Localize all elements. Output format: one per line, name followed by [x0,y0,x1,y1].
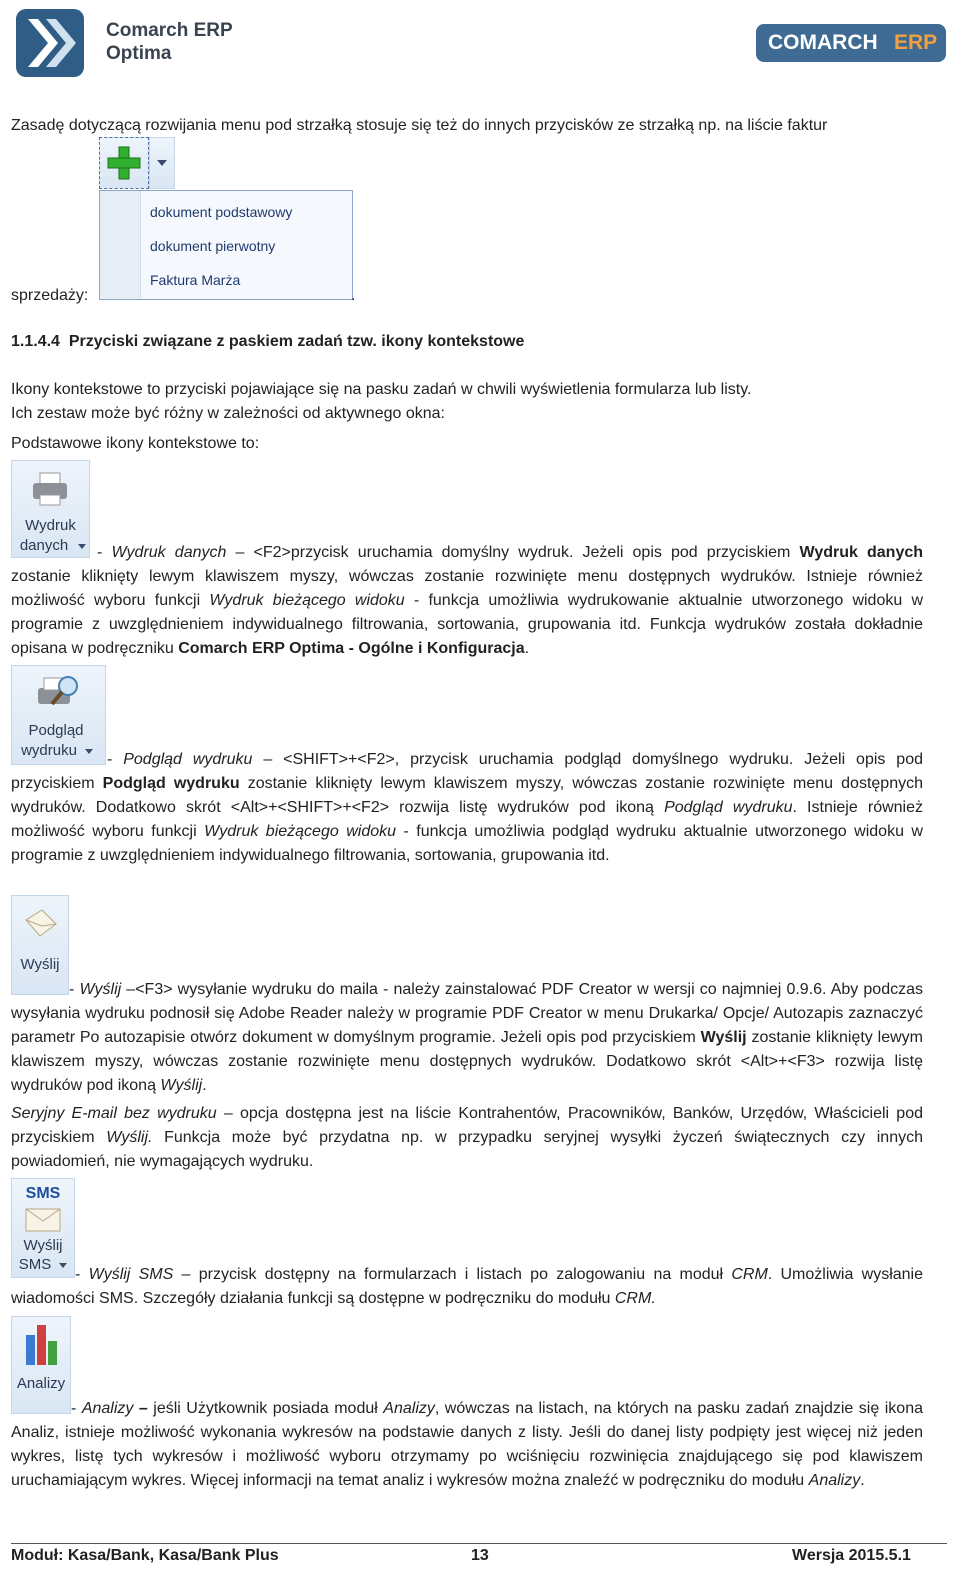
section-p1-line2: Ich zestaw może być różny w zależności od aktywnego okna: [11,405,445,422]
add-dropdown-button[interactable] [149,137,175,189]
footer-rule [11,1543,947,1544]
footer-version: Wersja 2015.5.1 [792,1547,911,1564]
sms-label-2: SMS [18,1256,52,1273]
add-dropdown-menu [99,190,353,300]
print-label-2: danych [19,537,69,554]
section-p1-line1: Ikony kontekstowe to przyciski pojawiające się na pasku zadań w chwili wyświetlenia formularza lub listy. [11,381,752,398]
wyslij-paragraph: - Wyślij –<F3> wysyłanie wydruku do maila - należy zainstalować PDF Creator w wersji co najmniej 0.9.6. Aby podczas wysyłania wydruku podnosił się Adobe Reader należy w programie PDF Creator w menu Drukarka/ Opcje/ Autozapis zaznaczyć parametr Po autozapisie otwórz dokument w domyślnym programie. Jeżeli opis pod przyciskiem Wyślij zostanie kliknięty lewym klawiszem myszy, wówczas zostanie rozwinięte menu dostępnych wydruków. Dodatkowo skrót <Alt>+<F3> rozwija listę wydruków pod ikoną Wyślij. [11,981,923,1094]
menu-item-dokument-pierwotny[interactable]: dokument pierwotny [150,238,276,254]
bar-chart-icon [24,1321,60,1367]
print-preview-icon [34,672,82,716]
brand-left: COMARCH [768,31,878,54]
section-heading: 1.1.4.4 Przyciski związane z paskiem zadań tzw. ikony kontekstowe [11,333,525,350]
intro-dot: . [351,287,356,304]
menu-item-faktura-marza[interactable]: Faktura Marża [150,272,241,288]
intro-text: Zasadę dotyczącą rozwijania menu pod strzałką stosuje się też do innych przycisków ze strzałką np. na liście faktur [11,117,828,134]
logo-line1: Comarch ERP [106,20,233,41]
green-plus-icon [107,145,141,181]
sms-label-1: Wyślij [23,1237,63,1254]
menu-item-dokument-podstawowy[interactable]: dokument podstawowy [150,204,293,220]
add-button[interactable] [99,137,149,189]
envelope-icon [24,1205,62,1233]
print-label-1: Wydruk [25,517,76,534]
analysis-label: Analizy [16,1375,66,1392]
preview-label-1: Podgląd [28,722,84,739]
footer-page-number: 13 [471,1547,489,1564]
comarch-erp-optima-logo-icon [14,7,86,79]
brand-right: ERP [894,31,938,54]
wydruk-paragraph: - Wydruk danych – <F2>przycisk uruchamia domyślny wydruk. Jeżeli opis pod przyciskiem Wydruk danych zostanie kliknięty lewym klawiszem myszy, wówczas zostanie rozwinięte menu dostępnych wydruków. Istnieje również możliwość wyboru funkcji Wydruk bieżącego widoku - funkcja umożliwia wydrukowanie aktualnie utworzonego widoku w programie z uwzględnieniem indywidualnego filtrowania, sortowania, grupowania itd. Funkcja wydruków została dokładnie opisana w podręczniku Comarch ERP Optima - Ogólne i Konfiguracja. [11,544,924,657]
sms-paragraph: - Wyślij SMS – przycisk dostępny na formularzach i listach po zalogowaniu na moduł CRM. Umożliwia wysłanie wiadomości SMS. Szczegóły działania funkcji są dostępne w podręczniku do modułu CRM. [11,1266,924,1307]
intro-label: sprzedaży: [11,287,89,304]
printer-icon [30,469,70,509]
analizy-paragraph: - Analizy – jeśli Użytkownik posiada moduł Analizy, wówczas na listach, na których na pasku zadań znajdzie się ikona Analiz, istnieje możliwość wykonania wykresów na podstawie danych z listy. Jeśli do danej listy podpięty jest więcej niż jeden wykres, listę tych wykresów i możliwość wyboru otrzymamy po wciśnięciu rozwinięcia znajdującego się pod klawiszem uruchamiającym wykres. Więcej informacji na temat analiz i wykresów można znaleźć w podręczniku do modułu Analizy. [11,1400,923,1489]
section-p2: Podstawowe ikony kontekstowe to: [11,435,260,452]
comarch-erp-brand-badge [756,24,946,62]
podglad-paragraph: - Podgląd wydruku – <SHIFT>+<F2>, przycisk uruchamia podgląd domyślnego wydruku. Jeżeli opis pod przyciskiem Podgląd wydruku zostanie kliknięty lewym klawiszem myszy, wówczas zostanie rozwinięte menu dostępnych wydruków. Dodatkowo skrót <Alt>+<SHIFT>+<F2> rozwija listę wydruków pod ikoną Podgląd wydruku. Istnieje również możliwość wyboru funkcji Wydruk bieżącego widoku - funkcja umożliwia podgląd wydruku aktualnie utworzonego widoku w programie z uwzględnieniem indywidualnego filtrowania, sortowania, grupowania itd. [11,751,924,864]
footer-module: Moduł: Kasa/Bank, Kasa/Bank Plus [11,1547,279,1564]
chevron-down-icon [157,160,167,166]
sms-badge: SMS [25,1185,61,1202]
preview-label-2: wydruku [21,742,77,759]
send-label: Wyślij [20,956,60,973]
seryjny-paragraph: Seryjny E-mail bez wydruku – opcja dostępna jest na liście Kontrahentów, Pracowników, Banków, Urzędów, Właścicieli pod przyciskiem Wyślij. Funkcja może być przydatna np. w przypadku seryjnej wysyłki życzeń świątecznych czy innych powiadomień, nie wymagających wydruku. [11,1105,923,1170]
envelope-icon [22,906,58,942]
header [0,0,960,90]
logo-line2: Optima [106,43,172,64]
